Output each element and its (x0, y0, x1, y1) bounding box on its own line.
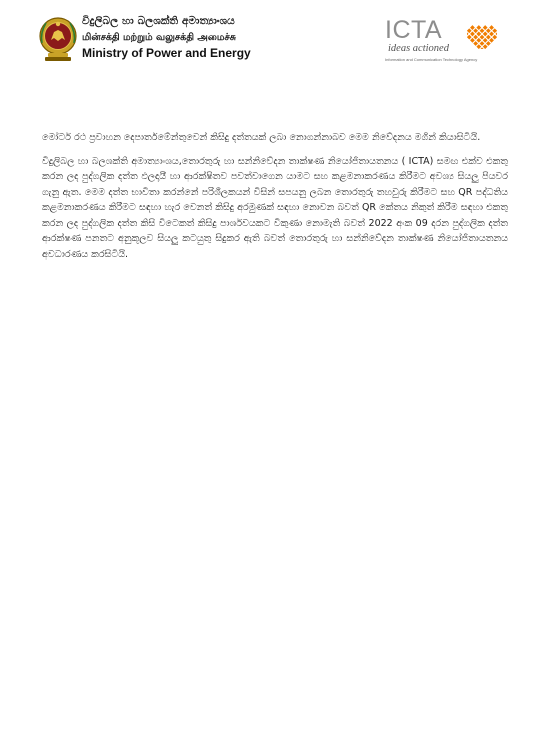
notice-paragraph-1: මෝටර් රථ ප්‍රවාහන දෙපාර්තමේන්තුවෙන් කිසිදු දත්තයක් ලබා නොගන්නාබව මෙම නිවේදනය මගින් කියාසිටියි. (42, 132, 481, 143)
icta-dot (486, 35, 491, 40)
icta-dot (473, 28, 478, 33)
icta-dot (476, 25, 481, 30)
icta-dot (489, 38, 494, 43)
icta-dot (486, 41, 491, 46)
icta-dot (492, 35, 497, 40)
icta-logo-word: ICTA (385, 16, 443, 44)
ministry-name-tamil: மின்சக்தி மற்றும் வலுசக்தி அமைச்சு (82, 31, 236, 43)
icta-dot (476, 44, 481, 49)
icta-dot (476, 38, 481, 43)
icta-dot (480, 47, 485, 49)
icta-dot (470, 32, 475, 37)
ministry-name-english: Ministry of Power and Energy (82, 46, 251, 60)
icta-dot (489, 32, 494, 37)
icta-dot (476, 32, 481, 37)
sri-lanka-emblem-icon (38, 13, 78, 65)
icta-dot (467, 28, 472, 33)
icta-logo (385, 16, 500, 66)
icta-dot (483, 38, 488, 43)
icta-dot (480, 28, 485, 33)
ministry-name-sinhala: විදුලිබල හා බලශක්ති අමාත්‍යාංශය (82, 15, 235, 27)
icta-logo-tagline: ideas actioned (388, 43, 449, 54)
icta-dot (480, 35, 485, 40)
letterhead (0, 0, 553, 80)
icta-dot (470, 38, 475, 43)
icta-dot (483, 32, 488, 37)
icta-dot (496, 32, 497, 37)
notice-body (42, 130, 508, 270)
notice-paragraph-2: විදුලිබල හා බලශක්ති අමාත්‍යාංශය,තොරතුරු හා සන්නිවේදන තාක්ෂණ නියෝජිතායතනය ( ICTA) සමඟ එක්ව එකතු කරන ලද පුද්ගලික දත්ත ඵලදායී හා ආරක්ෂිතව පවත්වාගෙන යාමට සහ කළමනාකරණය කිරීමට අවශ්‍ය සියලු පියවර ගැනු ඇත. මෙම දත්ත භාවිතා කරන්නේ පරිශීලකයන් විසින් සපයනු ලබන තොරතුරු තහවුරු කිරීමට සහ QR පද්ධතිය කළමනාකරණය කිරීමට සඳහා හැර වෙනත් කිසිදු අරමුණක් සඳහා නොවන බවත් QR කේතය නිකුත් කිරීම සඳහා එකතු කරන ලද පුද්ගලික දත්ත කිසි විටෙකත් කිසිදු පාර්ශවයකට විකුණා නොමැති බවත් 2022 අංක 09 දරන පුද්ගලික දත්ත ආරක්ෂණ පනතට අනුකූලව සියලු කටයුතු සිදුකර ඇති බවත් තොරතුරු හා සන්නිවේදන තාක්ෂණ නියෝජිතායතනය අවධාරණය කරසිටියි. (42, 155, 508, 260)
ministry-name-block (82, 16, 251, 59)
icta-dot (486, 28, 491, 33)
icta-dot (492, 28, 497, 33)
icta-dot (483, 25, 488, 30)
icta-dot (473, 35, 478, 40)
icta-dot (480, 41, 485, 46)
icta-dot-grid-icon (467, 19, 497, 49)
icta-dot (467, 32, 468, 37)
icta-dot (473, 41, 478, 46)
icta-logo-subtitle: Information and Communication Technology Agency (385, 57, 478, 62)
icta-dot (467, 35, 472, 40)
icta-dot (470, 25, 475, 30)
icta-dot (483, 44, 488, 49)
icta-dot (489, 25, 494, 30)
